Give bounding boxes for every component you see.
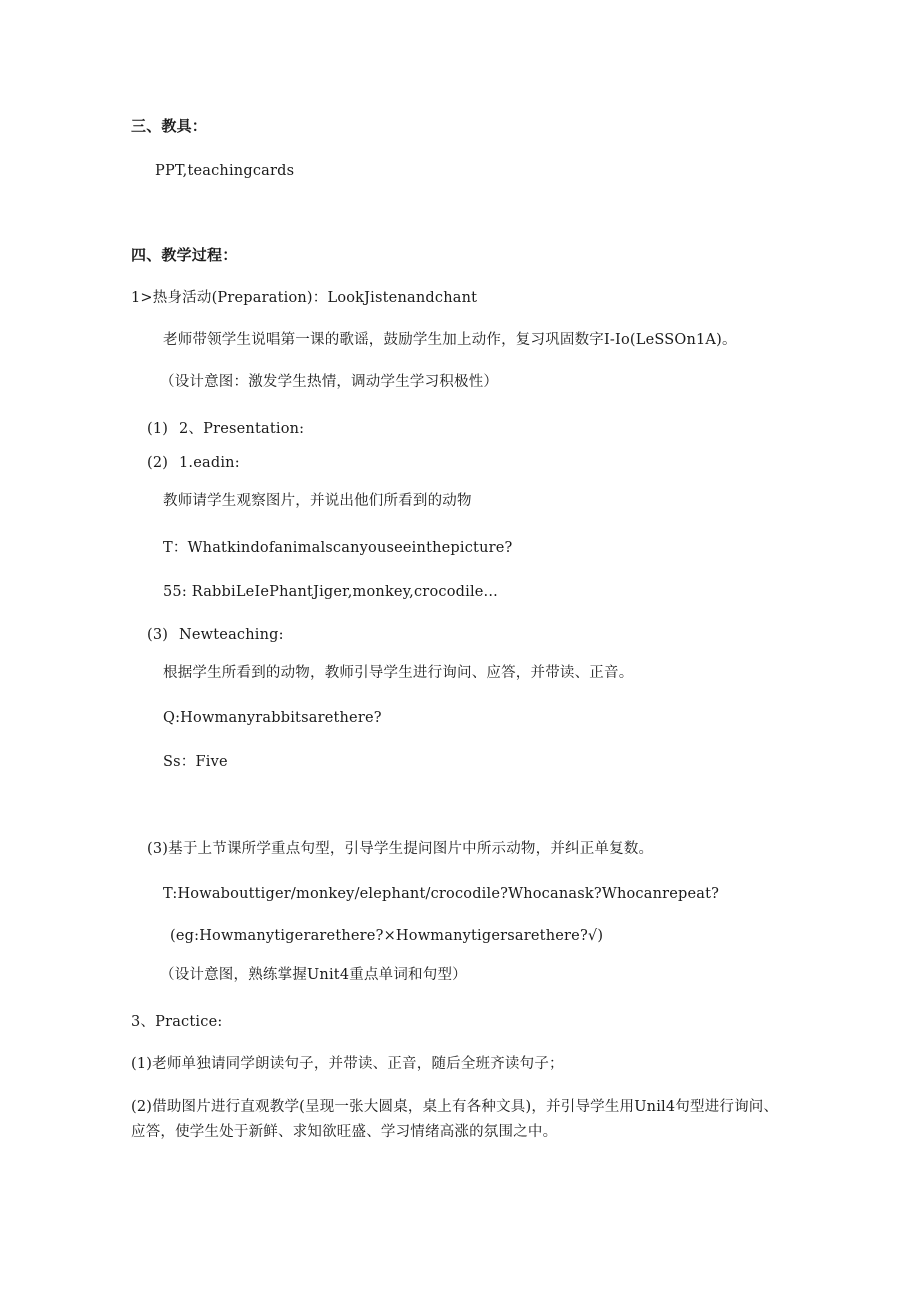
practice-title: 3、Practice: [131,1014,223,1030]
list-item [147,419,304,439]
warmup-description: 老师带领学生说唱第一课的歌谣，鼓励学生加上动作，复习巩固数字I-Io(LeSSOn1A)。 [163,332,737,348]
list-item-text: Newteaching: [179,627,284,643]
list-item [147,453,240,473]
list-item-text: 2、Presentation: [179,421,305,437]
list-item-number: (1) [147,421,169,437]
students-answer-line: Ss：Five [163,754,228,770]
leadin-description: 教师请学生观察图片，并说出他们所看到的动物 [163,493,472,509]
teacher-prompt-line: T:Howabouttiger/monkey/elephant/crocodile?Whocanask?Whocanrepeat? [163,886,720,902]
section-4-heading: 四、教学过程： [131,246,238,264]
list-item-number: (2) [147,455,169,471]
list-item-number: (3) [147,627,169,643]
student-answer: 55: RabbiLeIePhantJiger,monkey,crocodile... [163,584,498,600]
section-3-heading: 三、教具： [131,117,208,135]
example-line: (eg:Howmanytigerarethere?×Howmanytigersarethere?√) [170,928,604,944]
warmup-design-intent: （设计意图：激发学生热情，调动学生学习积极性） [160,374,499,390]
practice-item-1: (1)老师单独请同学朗读句子，并带读、正音，随后全班齐读句子； [131,1056,564,1072]
teacher-question: T：Whatkindofanimalscanyouseeinthepicture? [163,540,513,556]
warmup-title: 1>热身活动(Preparation)：LookJistenandchant [131,290,478,306]
teaching-tools: PPT,teachingcards [155,163,295,179]
presentation-design-intent: （设计意图，熟练掌握Unit4重点单词和句型） [160,967,467,983]
practice-item-2: (2)借助图片进行直观教学(呈现一张大圆桌，桌上有各种文具)，并引导学生用Unil4句型进行询问、应答，使学生处于新鲜、求知欲旺盛、学习情绪高涨的氛围之中。 [131,1099,779,1140]
new-teaching-description: 根据学生所看到的动物，教师引导学生进行询问、应答，并带读、正音。 [163,665,634,681]
list-item-text: 1.eadin: [179,455,240,471]
sentence-pattern-item: (3)基于上节课所学重点句型，引导学生提问图片中所示动物，并纠正单复数。 [147,841,654,857]
question-line: Q:Howmanyrabbitsarethere? [163,710,382,726]
list-item [147,625,284,645]
